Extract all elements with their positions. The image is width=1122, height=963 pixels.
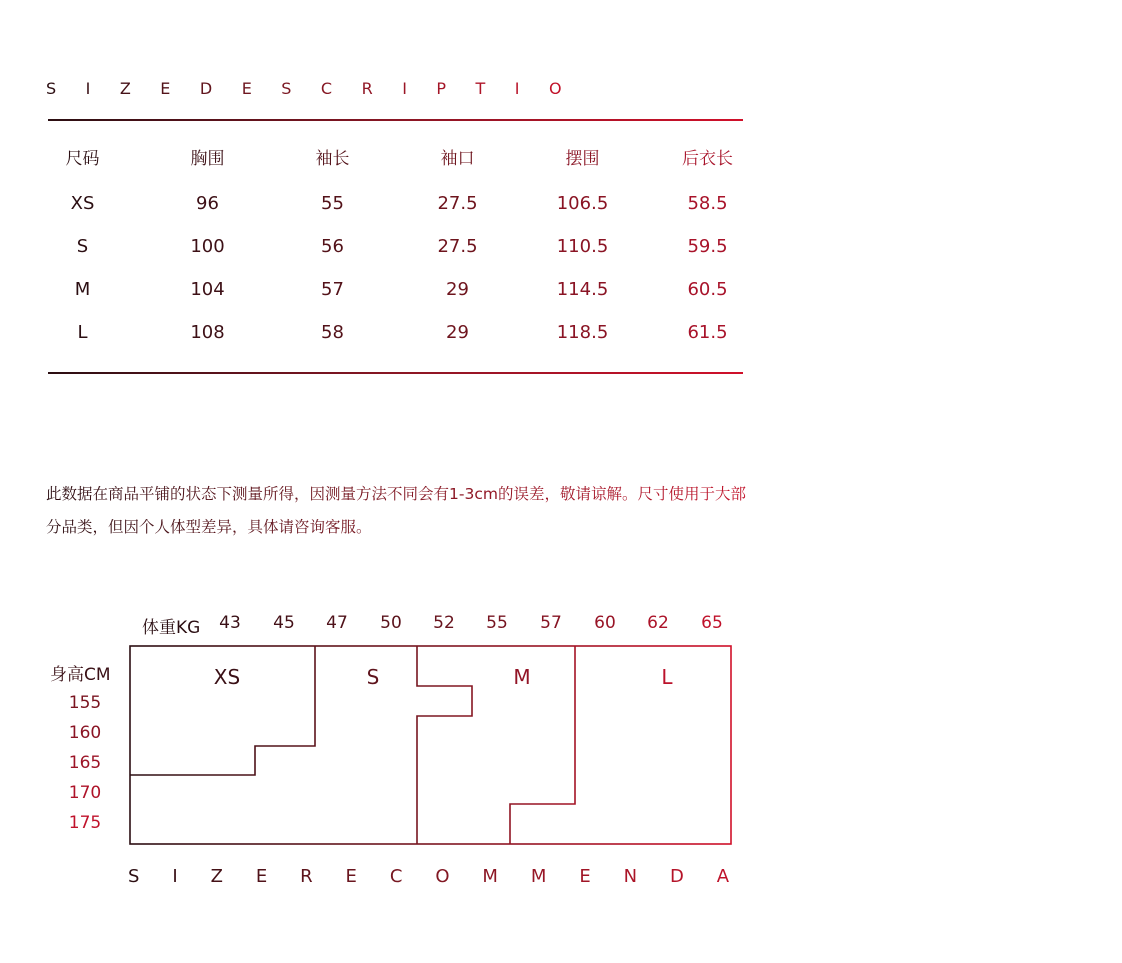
table-cell: 106.5	[556, 193, 609, 214]
measurement-note: 此数据在商品平铺的状态下测量所得，因测量方法不同会有1-3cm的误差，敬请谅解。尺寸使用于大部分品类，但因个人体型差异，具体请咨询客服。	[46, 478, 756, 544]
table-cell: 29	[446, 322, 469, 343]
table-cell: 27.5	[437, 236, 478, 257]
height-tick: 175	[68, 813, 102, 833]
height-tick: 160	[68, 723, 102, 743]
weight-tick: 47	[326, 613, 348, 633]
header-chest: 胸围	[190, 148, 225, 169]
weight-tick: 45	[273, 613, 295, 633]
table-cell: 110.5	[556, 236, 609, 257]
table-cell: S	[76, 236, 89, 257]
header-size: 尺码	[65, 148, 100, 169]
height-tick: 170	[68, 783, 102, 803]
table-cell: 56	[321, 236, 344, 257]
height-axis-label: 身高CM	[50, 665, 111, 685]
table-cell: 55	[321, 193, 344, 214]
table-cell: 100	[190, 236, 225, 257]
header-back-length: 后衣长	[682, 148, 733, 169]
size-region-s: S	[366, 665, 380, 689]
table-cell: 59.5	[687, 236, 728, 257]
table-cell: 108	[190, 322, 225, 343]
weight-tick: 43	[219, 613, 241, 633]
table-cell: 58.5	[687, 193, 728, 214]
table-cell: 29	[446, 279, 469, 300]
table-cell: XS	[70, 193, 95, 214]
weight-tick: 52	[433, 613, 455, 633]
size-description-title: S I Z E D E S C R I P T I O N 尺 码 描 述	[46, 76, 566, 99]
weight-tick: 65	[701, 613, 723, 633]
header-sleeve-length: 袖长	[315, 148, 350, 169]
table-cell: 27.5	[437, 193, 478, 214]
table-cell: 96	[196, 193, 219, 214]
weight-tick: 50	[380, 613, 402, 633]
weight-tick: 57	[540, 613, 562, 633]
table-cell: 60.5	[687, 279, 728, 300]
table-cell: M	[74, 279, 91, 300]
table-cell: 114.5	[556, 279, 609, 300]
table-cell: L	[77, 322, 88, 343]
size-region-m: M	[513, 665, 531, 689]
header-cuff: 袖口	[440, 148, 475, 169]
header-hem: 摆围	[565, 148, 600, 169]
table-cell: 57	[321, 279, 344, 300]
weight-axis-label: 体重KG	[142, 618, 201, 638]
s-region-boundary	[417, 646, 472, 844]
table-cell: 58	[321, 322, 344, 343]
height-tick: 155	[68, 693, 102, 713]
table-cell: 61.5	[687, 322, 728, 343]
weight-tick: 60	[594, 613, 616, 633]
height-tick: 165	[68, 753, 102, 773]
weight-tick: 55	[486, 613, 508, 633]
weight-tick: 62	[647, 613, 669, 633]
size-recommendation-title: S I Z E R E C O M M E N D A T I O N 尺 码 建 议	[128, 862, 748, 888]
size-region-xs: XS	[213, 665, 241, 689]
size-region-l: L	[661, 665, 673, 689]
table-cell: 118.5	[556, 322, 609, 343]
table-cell: 104	[190, 279, 225, 300]
